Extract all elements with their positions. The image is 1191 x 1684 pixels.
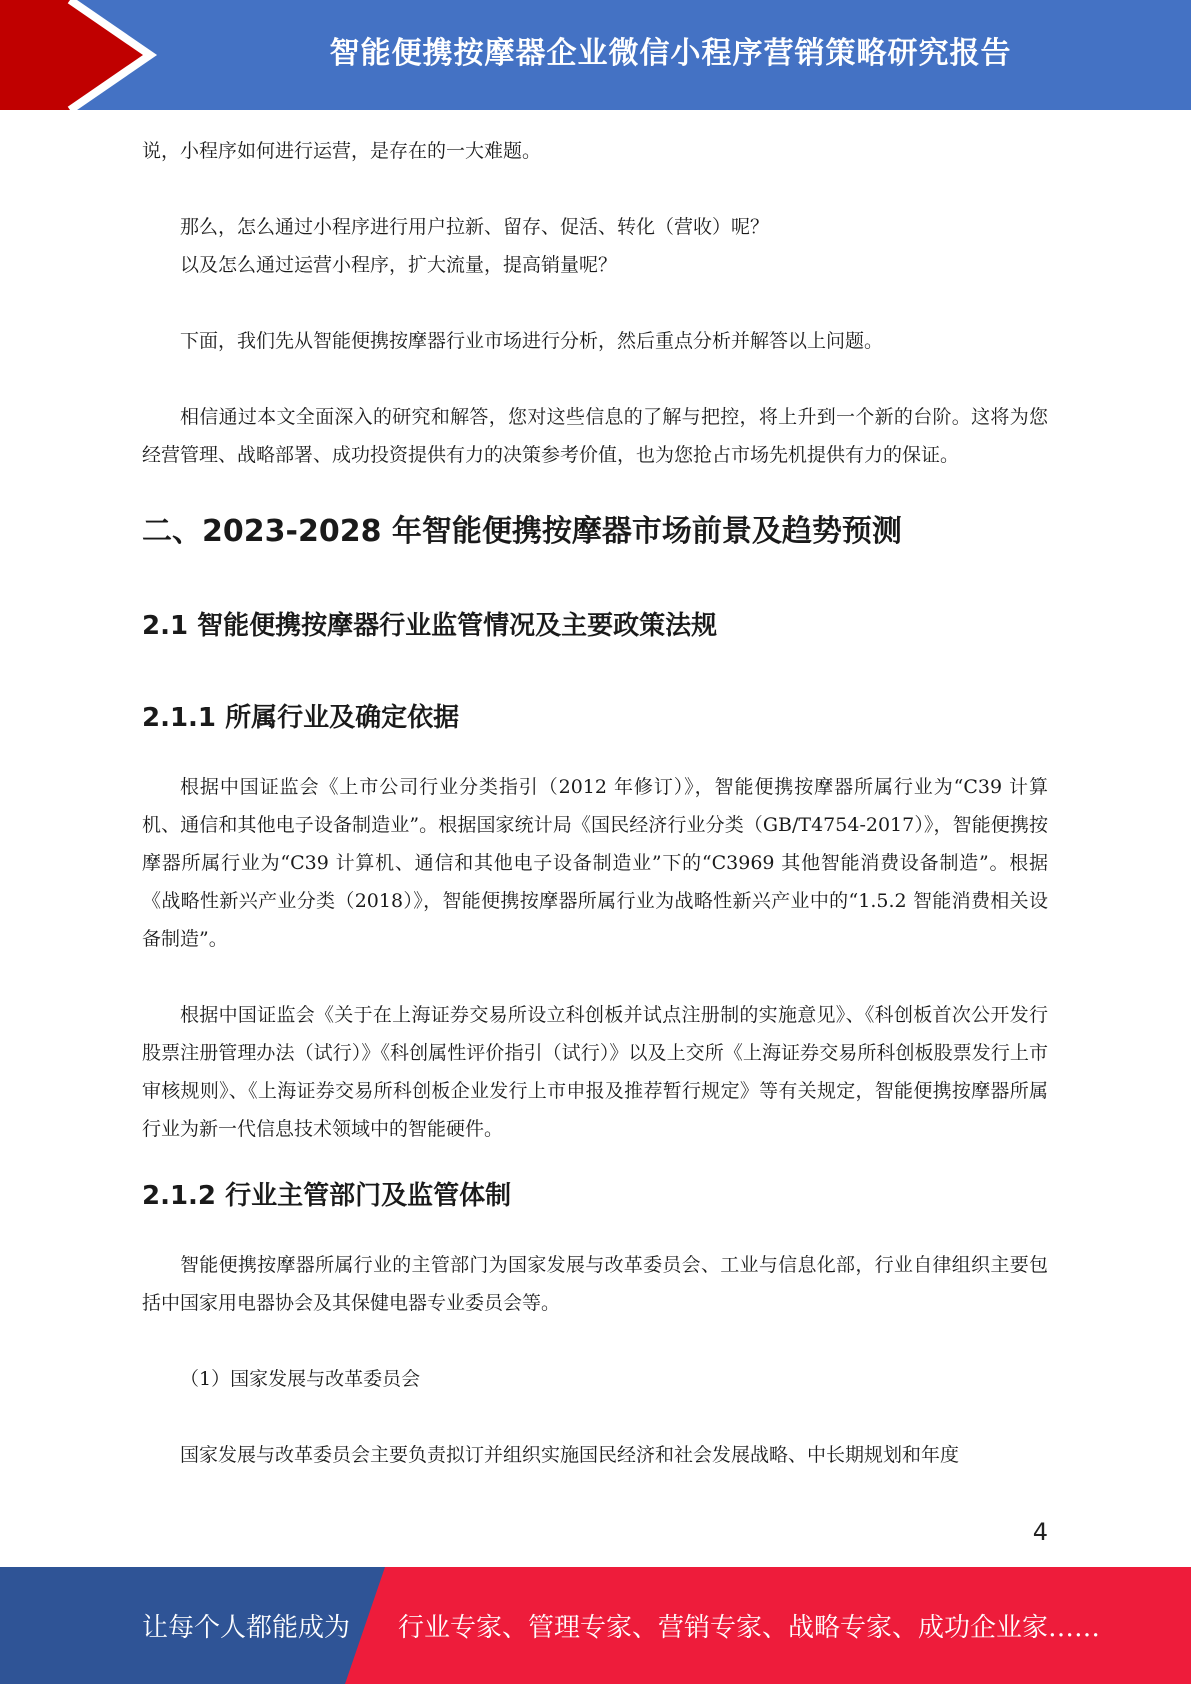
paragraph: 说，小程序如何进行运营，是存在的一大难题。 bbox=[142, 140, 542, 162]
paragraph: 下面，我们先从智能便携按摩器行业市场进行分析，然后重点分析并解答以上问题。 bbox=[180, 330, 884, 352]
paragraph: 根据中国证监会《上市公司行业分类指引（2012 年修订）》，智能便携按摩器所属行业为“C39 计算机、通信和其他电子设备制造业”。根据国家统计局《国民经济行业分类（GB/T4754-2017）》，智能便携按摩器所属行业为“C39 计算机、通信和其他电子设备制造业”下的“C3969 其他智能消费设备制造”。根据《战略性新兴产业分类（2018）》，智能便携按摩器所属行业为战略性新兴产业中的“1.5.2 智能消费相关设备制造”。 bbox=[142, 776, 1048, 950]
paragraph: 相信通过本文全面深入的研究和解答，您对这些信息的了解与把控，将上升到一个新的台阶。这将为您经营管理、战略部署、成功投资提供有力的决策参考价值，也为您抢占市场先机提供有力的保证。 bbox=[142, 406, 1048, 466]
subsection-heading: 2.1 智能便携按摩器行业监管情况及主要政策法规 bbox=[142, 611, 718, 641]
section-heading: 二、2023-2028 年智能便携按摩器市场前景及趋势预测 bbox=[142, 514, 902, 549]
header-arrow-shape bbox=[0, 0, 160, 110]
paragraph: 智能便携按摩器所属行业的主管部门为国家发展与改革委员会、工业与信息化部，行业自律组织主要包括中国家用电器协会及其保健电器专业委员会等。 bbox=[142, 1254, 1048, 1314]
page-footer bbox=[0, 1567, 1191, 1684]
report-title: 智能便携按摩器企业微信小程序营销策略研究报告 bbox=[329, 36, 1012, 71]
document-body bbox=[142, 132, 1048, 1474]
footer-slogan-right: 行业专家、管理专家、营销专家、战略专家、成功企业家…… bbox=[398, 1613, 1101, 1643]
paragraph: 根据中国证监会《关于在上海证券交易所设立科创板并试点注册制的实施意见》、《科创板首次公开发行股票注册管理办法（试行）》《科创属性评价指引（试行）》以及上交所《上海证券交易所科创板股票发行上市审核规则》、《上海证券交易所科创板企业发行上市申报及推荐暂行规定》等有关规定，智能便携按摩器所属行业为新一代信息技术领域中的智能硬件。 bbox=[142, 1004, 1048, 1140]
paragraph: 国家发展与改革委员会主要负责拟订并组织实施国民经济和社会发展战略、中长期规划和年度 bbox=[180, 1444, 960, 1466]
paragraph: （1）国家发展与改革委员会 bbox=[180, 1368, 421, 1390]
subsection-heading: 2.1.1 所属行业及确定依据 bbox=[142, 703, 460, 733]
paragraph: 以及怎么通过运营小程序，扩大流量，提高销量呢？ bbox=[180, 254, 618, 276]
paragraph: 那么，怎么通过小程序进行用户拉新、留存、促活、转化（营收）呢？ bbox=[180, 216, 770, 238]
page-number: 4 bbox=[1032, 1518, 1048, 1546]
subsection-heading: 2.1.2 行业主管部门及监管体制 bbox=[142, 1181, 512, 1211]
page-header bbox=[0, 0, 1191, 110]
footer-slogan-left: 让每个人都能成为 bbox=[142, 1613, 351, 1643]
